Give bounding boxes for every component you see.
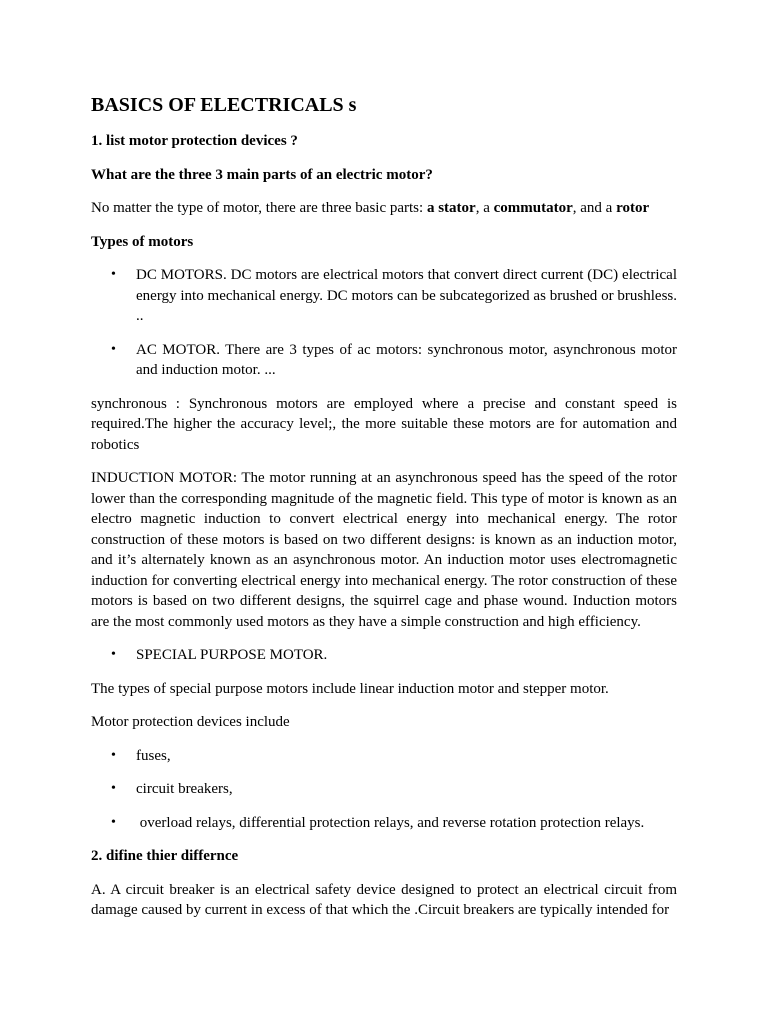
list-item — [91, 340, 677, 381]
list-item-text: DC MOTORS. DC motors are electrical motors that convert direct current (DC) electrical energy into mechanical energy. DC motors can be subcategorized as brushed or brushless. .. — [136, 267, 677, 324]
page-title: BASICS OF ELECTRICALS s — [91, 94, 357, 116]
special-motor-list — [91, 645, 677, 666]
parts-prefix: No matter the type of motor, there are three basic parts: — [91, 200, 427, 216]
list-item — [91, 813, 677, 834]
document-content — [91, 92, 677, 934]
special-paragraph: The types of special purpose motors include linear induction motor and stepper motor. — [91, 680, 609, 697]
list-item — [91, 779, 677, 800]
part-commutator: commutator — [493, 200, 573, 216]
types-heading: Types of motors — [91, 233, 194, 250]
bullet-icon: • — [111, 747, 116, 763]
list-item-text: AC MOTOR. There are 3 types of ac motors: synchronous motor, asynchronous motor and induction motor. ... — [136, 341, 677, 378]
list-item-text: circuit breakers, — [136, 781, 233, 797]
answer-a-paragraph: A. A circuit breaker is an electrical safety device designed to protect an electrical circuit from damage caused by current in excess of that which the .Circuit breakers are typically intended for — [91, 881, 677, 918]
motor-types-list — [91, 265, 677, 381]
list-item-text: fuses, — [136, 747, 171, 764]
question-2: 2. difine thier differnce — [91, 848, 239, 864]
protection-devices-list — [91, 746, 677, 834]
list-item — [91, 265, 677, 327]
bullet-icon: • — [111, 267, 116, 282]
protection-intro: Motor protection devices include — [91, 714, 290, 730]
bullet-icon: • — [111, 781, 116, 796]
bullet-icon: • — [111, 814, 116, 830]
list-item-text: overload relays, differential protection relays, and reverse rotation protection relays. — [136, 814, 645, 831]
question-main-parts: What are the three 3 main parts of an electric motor? — [91, 166, 433, 183]
parts-separator: , a — [475, 200, 494, 216]
question-1: 1. list motor protection devices ? — [91, 133, 298, 149]
list-item — [91, 746, 677, 767]
part-rotor: rotor — [616, 200, 650, 216]
synchronous-paragraph: synchronous : Synchronous motors are employed where a precise and constant speed is required.The higher the accuracy level;, the more suitable these motors are for automation and robotics — [91, 395, 677, 453]
induction-paragraph: INDUCTION MOTOR: The motor running at an asynchronous speed has the speed of the rotor lower than the corresponding magnitude of the magnetic field. This type of motor is known as an electro magnetic induction to convert electrical energy into mechanical energy. The rotor construction of these motors is based on two different designs: is known as an induction motor, and it’s alternately known as an asynchronous motor. An induction motor uses electromagnetic induction for converting electrical energy into mechanical energy. The rotor construction of these motors is based on two different designs, the squirrel cage and phase wound. Induction motors are the most commonly used motors as they have a simple construction and high efficiency. — [91, 470, 677, 630]
bullet-icon: • — [111, 341, 116, 357]
bullet-icon: • — [111, 647, 116, 662]
parts-sentence — [91, 198, 677, 219]
list-item-text: SPECIAL PURPOSE MOTOR. — [136, 647, 328, 663]
parts-separator: , and a — [572, 200, 617, 216]
part-stator: a stator — [426, 200, 476, 216]
list-item — [91, 645, 677, 666]
